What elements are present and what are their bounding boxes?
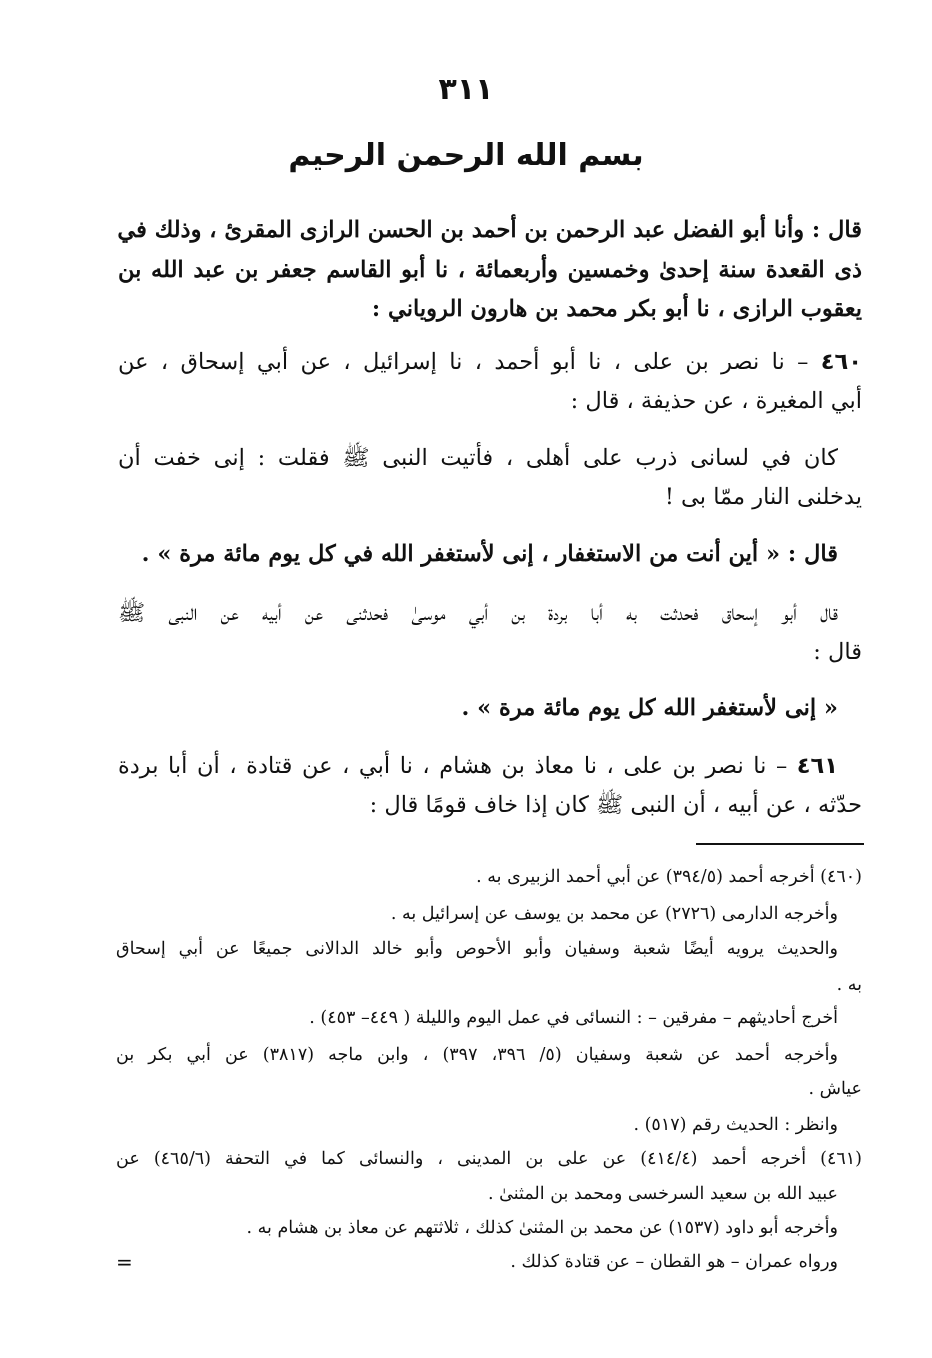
intro-line-1: قال : وأنا أبو الفضل عبد الرحمن بن أحمد بن الحسن الرازى المقرئ ، وذلك في: [117, 217, 862, 243]
hadith-461-chain-line-2: حدّثه ، عن أبيه ، أن النبى ﷺ كان إذا خاف قومًا قال :: [369, 792, 862, 818]
hadith-460-second-chain-line-1: قال أبو إسحاق فحدثت به أبا بردة بن أبي موسىٰ فحدثنى عن أبيه عن النبى ﷺ: [118, 600, 838, 626]
hadith-460-second-chain-line-2: قال :: [813, 639, 862, 665]
hadith-461-chain-text: – نا نصر بن على ، نا معاذ بن هشام ، نا أبي ، عن قتادة ، أن أبا بردة: [118, 753, 788, 779]
basmala-heading: بسم الله الرحمن الرحيم: [288, 138, 644, 173]
footnote-line: (٤٦٠) أخرجه أحمد (٣٩٤/٥) عن أبي أحمد الزبيرى به .: [476, 867, 862, 887]
hadith-460-story-line-1: كان في لسانى ذرب على أهلى ، فأتيت النبى ﷺ فقلت : إنى خفت أن: [118, 445, 838, 471]
footnote-line: عياش .: [808, 1079, 862, 1099]
footnote-line: وأخرجه الدارمى (٢٧٢٦) عن محمد بن يوسف عن إسرائيل به .: [390, 904, 838, 924]
footnote-line: به .: [836, 975, 862, 995]
page-number: ٣١١: [438, 72, 494, 107]
intro-line-3: يعقوب الرازى ، نا أبو بكر محمد بن هارون الروياني :: [371, 296, 862, 322]
footnote-separator: [696, 843, 864, 845]
hadith-460-story-line-2: يدخلنى النار ممّا بى !: [664, 484, 862, 510]
footnote-line: وانظر : الحديث رقم (٥١٧) .: [633, 1115, 838, 1135]
intro-line-2: ذى القعدة سنة إحدىٰ وخمسين وأربعمائة ، نا أبو القاسم جعفر بن عبد الله بن: [118, 257, 862, 283]
hadith-460-chain-line-2: أبي المغيرة ، عن حذيفة ، قال :: [570, 388, 862, 414]
footnote-line: وأخرجه أبو داود (١٥٣٧) عن محمد بن المثنىٰ كذلك ، ثلاثتهم عن معاذ بن هشام به .: [246, 1218, 838, 1238]
footnote-line: والحديث يرويه أيضًا شعبة وسفيان وأبو الأحوص وأبو خالد الدالانى جميعًا عن أبي إسحاق: [116, 939, 838, 959]
footnote-line: (٤٦١) أخرجه أحمد (٤١٤/٤) عن على بن المدينى ، والنسائى كما في التحفة (٤٦٥/٦) عن: [116, 1149, 862, 1169]
hadith-460-saying: قال : « أين أنت من الاستغفار ، إنى لأستغفر الله في كل يوم مائة مرة » .: [141, 541, 838, 567]
hadith-460-chain-line-1: [118, 345, 862, 379]
hadith-number-460: ٤٦٠: [820, 349, 862, 375]
hadith-number-461: ٤٦١: [796, 753, 838, 779]
continuation-mark: =: [116, 1250, 133, 1274]
hadith-460-second-saying: « إنى لأستغفر الله كل يوم مائة مرة » .: [461, 695, 838, 721]
hadith-461-chain-line-1: [118, 749, 838, 783]
footnote-line: ورواه عمران – هو القطان – عن قتادة كذلك .: [510, 1252, 838, 1272]
footnote-line: وأخرجه أحمد عن شعبة وسفيان (٥/ ٣٩٦، ٣٩٧) ، وابن ماجه (٣٨١٧) عن أبي بكر بن: [116, 1045, 838, 1065]
footnote-line: عبيد الله بن سعيد السرخسى ومحمد بن المثنىٰ .: [488, 1184, 838, 1204]
footnote-line: أخرج أحاديثهم – مفرقين – : النسائى في عمل اليوم والليلة ( ٤٤٩– ٤٥٣) .: [309, 1008, 838, 1028]
hadith-460-chain-text: – نا نصر بن على ، نا أبو أحمد ، نا إسرائيل ، عن أبي إسحاق ، عن: [118, 349, 809, 375]
